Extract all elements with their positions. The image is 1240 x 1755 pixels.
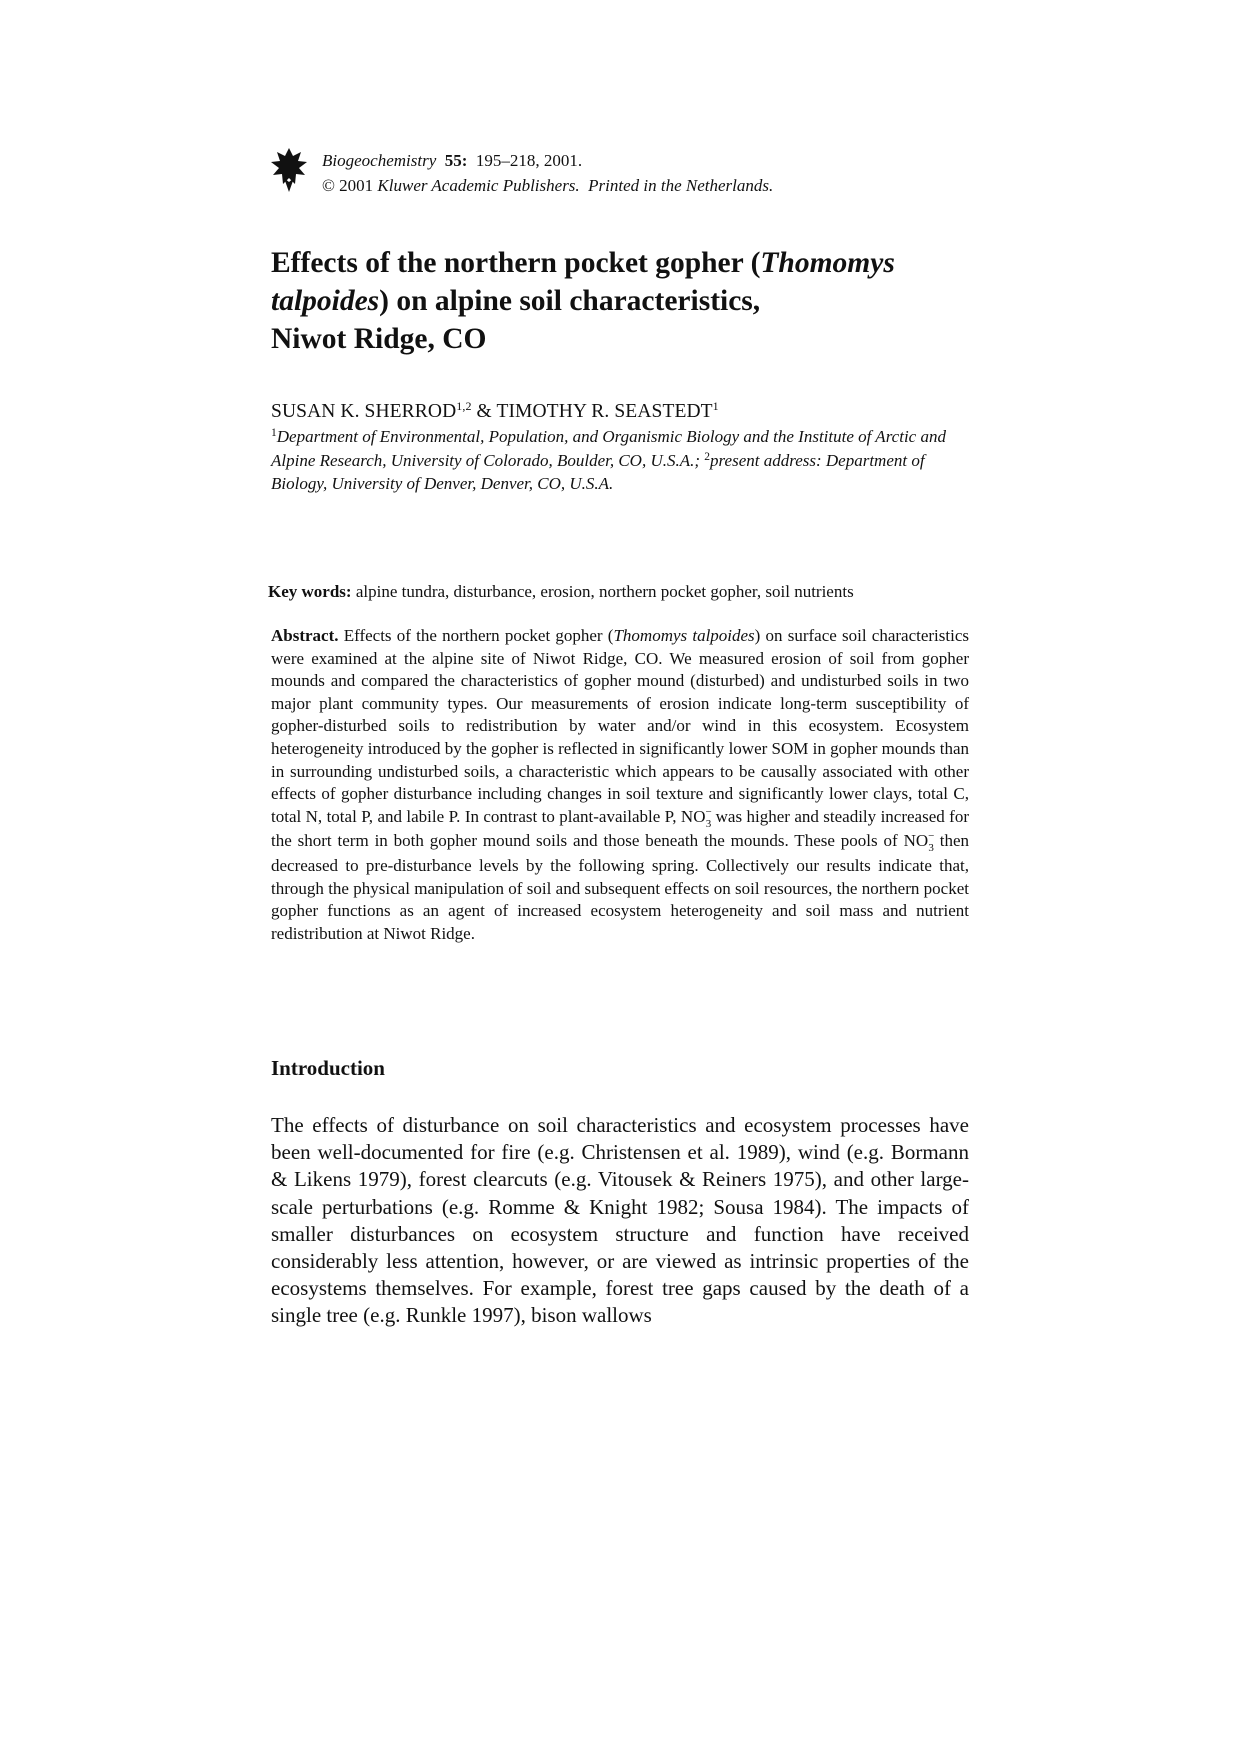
journal-volume: 55:: [444, 151, 468, 170]
author-1-affil: 1,2: [456, 399, 472, 413]
author-1: SUSAN K. SHERROD: [271, 401, 457, 422]
section-heading-introduction: Introduction: [271, 1056, 385, 1080]
publisher-logo-icon: [271, 148, 307, 192]
copyright-line: [322, 173, 773, 198]
keywords-label: Key words:: [268, 582, 352, 601]
author-2: TIMOTHY R. SEASTEDT: [496, 401, 713, 422]
title-line-2: talpoides) on alpine soil characteristics,: [271, 285, 761, 317]
paper-title: [271, 244, 971, 358]
title-genus: Thomomys: [760, 247, 895, 279]
title-line-1: Effects of the northern pocket gopher (Thomomys: [271, 247, 895, 279]
abstract-label: Abstract.: [271, 626, 339, 645]
author-2-affil: 1: [712, 399, 719, 413]
printed-location: Printed in the Netherlands.: [588, 176, 774, 195]
nitrate-formula: $NO^-_3$: [903, 830, 935, 855]
title-line-3: Niwot Ridge, CO: [271, 323, 487, 355]
keywords: [268, 581, 854, 603]
journal-citation-line: [322, 148, 773, 173]
affiliations: $^1$Department of Environmental, Population, and Organismic Biology and the Institute of Arctic and Alpine Research, University of Colorado, Boulder, CO, U.S.A.; $^2$present address: Department of Biology, University of Denver, Denver, CO, U.S.A.: [271, 427, 946, 493]
keywords-text: alpine tundra, disturbance, erosion, northern pocket gopher, soil nutrients: [351, 582, 854, 601]
journal-pages: 195–218, 2001.: [475, 151, 583, 170]
introduction-paragraph: The effects of disturbance on soil characteristics and ecosystem processes have been well-documented for fire (e.g. Christensen et al. 1989), wind (e.g. Bormann & Likens 1979), forest clearcuts (e.g. Vitousek & Reiners 1975), and other large-scale perturbations (e.g. Romme & Knight 1982; Sousa 1984). The impacts of smaller disturbances on ecosystem structure and function have received considerably less attention, however, or are viewed as intrinsic properties of the ecosystems themselves. For example, forest tree gaps caused by the death of a single tree (e.g. Runkle 1997), bison wallows: [271, 1113, 969, 1328]
title-species: talpoides: [271, 285, 380, 317]
author-separator: &: [471, 401, 497, 422]
author-list: [271, 399, 719, 425]
copyright-year: © 2001: [322, 176, 374, 195]
species-name: Thomomys talpoides: [613, 626, 755, 645]
nitrate-formula: $NO^-_3$: [680, 805, 712, 830]
journal-name: Biogeochemistry: [322, 151, 437, 170]
journal-header: [322, 148, 773, 198]
publisher-name: Kluwer Academic Publishers.: [377, 176, 580, 195]
abstract: Abstract. Effects of the northern pocket gopher (Thomomys talpoides) on surface soil characteristics were examined at the alpine site of Niwot Ridge, CO. We measured erosion of soil from gopher mounds and compared the characteristics of gopher mound (disturbed) and undisturbed soils in two major plant community types. Our measurements of erosion indicate long-term susceptibility of gopher-disturbed soils to redistribution by water and/or wind in this ecosystem. Ecosystem heterogeneity introduced by the gopher is reflected in significantly lower SOM in gopher mounds than in surrounding undisturbed soils, a characteristic which appears to be causally associated with other effects of gopher disturbance including changes in soil texture and significantly lower clays, total C, total N, total P, and labile P. In contrast to plant-available P, $NO^-_3$ was higher and steadily increased for the short term in both gopher mound soils and those beneath the mounds. These pools of $NO^-_3$ then decreased to pre-disturbance levels by the following spring. Collectively our results indicate that, through the physical manipulation of soil and subsequent effects on soil resources, the northern pocket gopher functions as an agent of increased ecosystem heterogeneity and soil mass and nutrient redistribution at Niwot Ridge.: [271, 626, 969, 943]
